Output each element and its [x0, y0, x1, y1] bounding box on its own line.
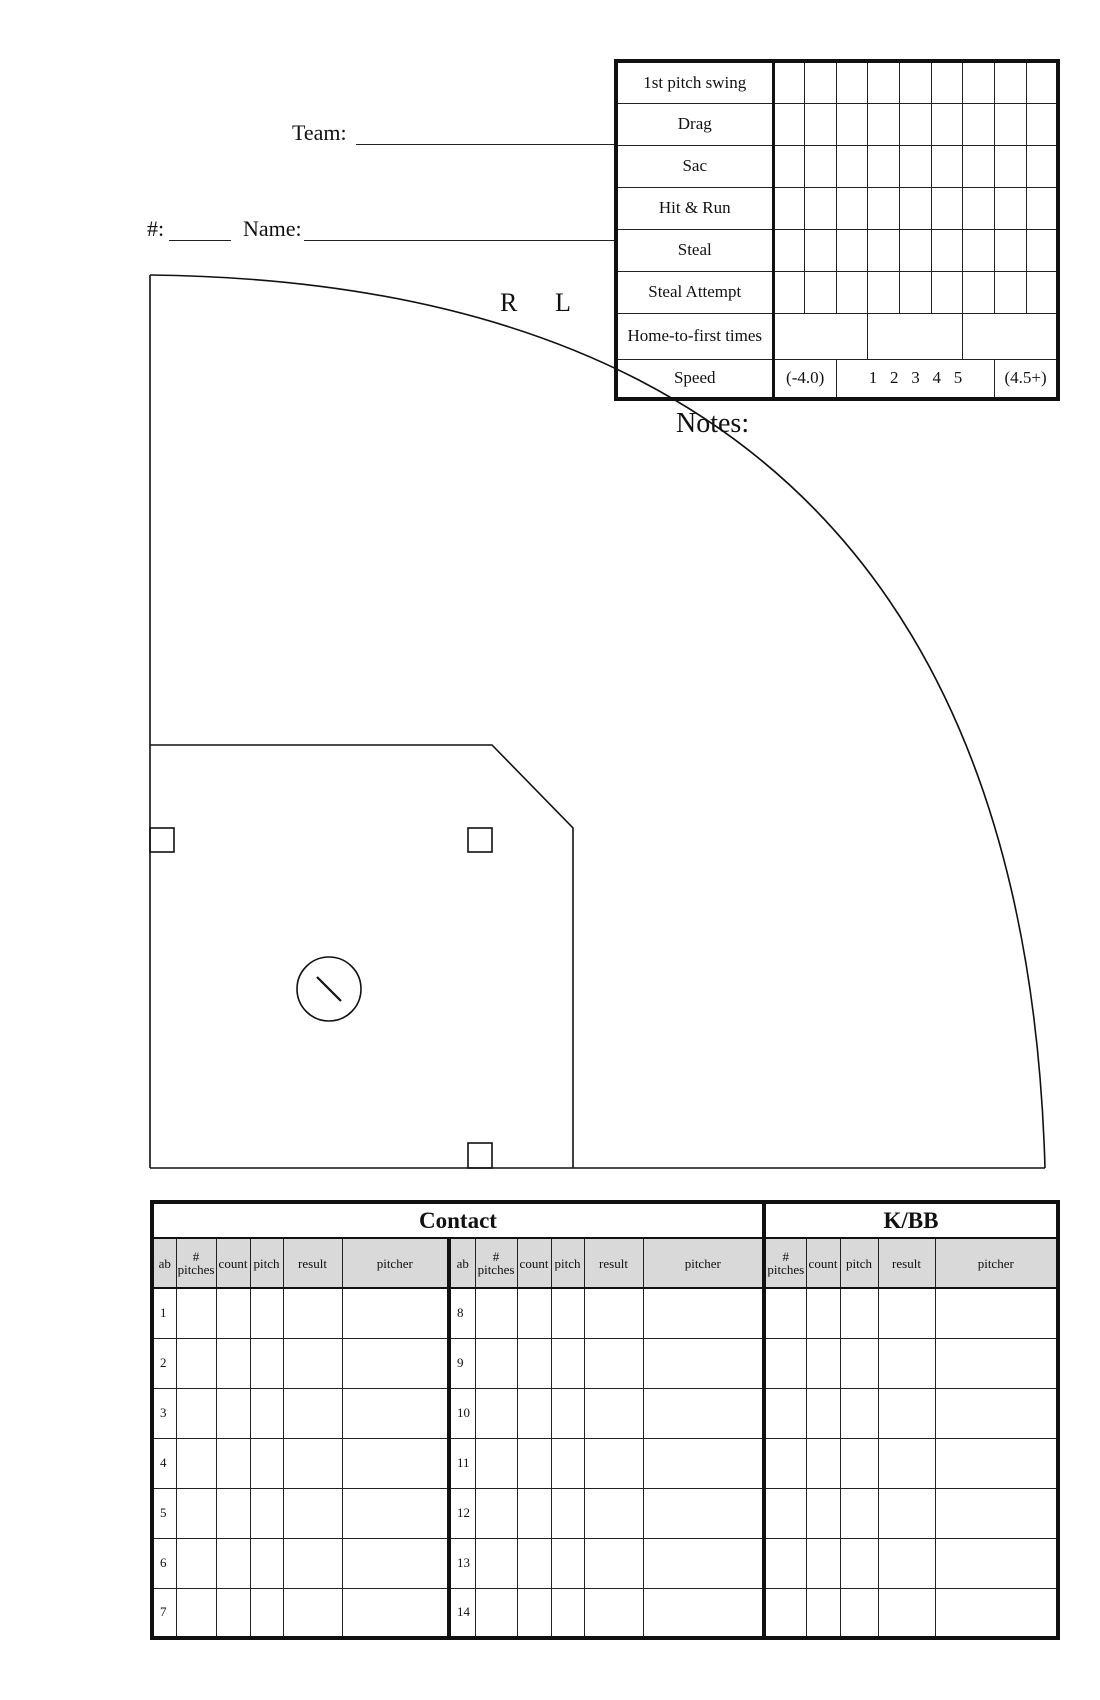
- pitches-cell[interactable]: [764, 1438, 806, 1488]
- count-cell[interactable]: [806, 1488, 840, 1538]
- infield-outline: [150, 745, 573, 1168]
- tally-cell[interactable]: [805, 187, 837, 229]
- tally-cell[interactable]: [773, 229, 805, 271]
- pitcher-cell[interactable]: [643, 1538, 764, 1588]
- result-cell[interactable]: [584, 1538, 643, 1588]
- tally-cell[interactable]: [773, 187, 805, 229]
- pitcher-cell[interactable]: [342, 1488, 449, 1538]
- col-pitches: # pitches: [764, 1238, 806, 1288]
- tally-cell[interactable]: [1026, 103, 1058, 145]
- at-bat-number: 9: [449, 1338, 475, 1388]
- count-cell[interactable]: [216, 1388, 250, 1438]
- speed-scale-cell[interactable]: 1 2 3 4 5: [836, 359, 994, 399]
- table-row: [152, 1338, 1058, 1388]
- pitches-cell[interactable]: [176, 1338, 216, 1388]
- stats-label: Speed: [616, 359, 773, 399]
- col-result: result: [878, 1238, 935, 1288]
- pitch-cell[interactable]: [250, 1588, 283, 1638]
- at-bat-number: 5: [152, 1488, 176, 1538]
- count-cell[interactable]: [806, 1388, 840, 1438]
- tally-cell[interactable]: [773, 145, 805, 187]
- pitches-cell[interactable]: [176, 1288, 216, 1338]
- tally-cell[interactable]: [1026, 187, 1058, 229]
- pitch-cell[interactable]: [250, 1388, 283, 1438]
- pitches-cell[interactable]: [475, 1438, 517, 1488]
- time-cell[interactable]: [773, 313, 868, 359]
- pitches-cell[interactable]: [475, 1538, 517, 1588]
- col-pitcher: pitcher: [643, 1238, 764, 1288]
- result-cell[interactable]: [584, 1488, 643, 1538]
- stats-row-first-pitch-swing: [616, 61, 1058, 103]
- tally-cell[interactable]: [995, 61, 1027, 103]
- result-cell[interactable]: [878, 1388, 935, 1438]
- pitches-cell[interactable]: [176, 1538, 216, 1588]
- pitches-cell[interactable]: [176, 1588, 216, 1638]
- col-count: count: [517, 1238, 551, 1288]
- stats-label: Drag: [616, 103, 773, 145]
- count-cell[interactable]: [216, 1438, 250, 1488]
- tally-cell[interactable]: [868, 271, 900, 313]
- at-bat-number: 11: [449, 1438, 475, 1488]
- tally-cell[interactable]: [900, 271, 932, 313]
- count-cell[interactable]: [517, 1438, 551, 1488]
- result-cell[interactable]: [878, 1338, 935, 1388]
- at-bat-number: 13: [449, 1538, 475, 1588]
- result-cell[interactable]: [584, 1438, 643, 1488]
- pitcher-cell[interactable]: [935, 1488, 1058, 1538]
- pitches-cell[interactable]: [176, 1388, 216, 1438]
- tally-cell[interactable]: [805, 145, 837, 187]
- tally-cell[interactable]: [931, 229, 963, 271]
- result-cell[interactable]: [283, 1588, 342, 1638]
- pitches-cell[interactable]: [475, 1388, 517, 1438]
- tally-cell[interactable]: [805, 229, 837, 271]
- tally-cell[interactable]: [900, 145, 932, 187]
- pitcher-cell[interactable]: [643, 1338, 764, 1388]
- l-label: L: [555, 288, 571, 317]
- count-cell[interactable]: [216, 1338, 250, 1388]
- pitch-cell[interactable]: [250, 1288, 283, 1338]
- result-cell[interactable]: [283, 1488, 342, 1538]
- stats-row-hit-and-run: [616, 187, 1058, 229]
- pitcher-cell[interactable]: [643, 1288, 764, 1338]
- pitch-cell[interactable]: [250, 1488, 283, 1538]
- pitch-cell[interactable]: [551, 1438, 584, 1488]
- tally-cell[interactable]: [836, 103, 868, 145]
- pitcher-cell[interactable]: [935, 1538, 1058, 1588]
- pitcher-cell[interactable]: [643, 1388, 764, 1438]
- pitch-cell[interactable]: [840, 1388, 878, 1438]
- at-bat-number: 3: [152, 1388, 176, 1438]
- tally-cell[interactable]: [963, 103, 995, 145]
- at-bat-number: 4: [152, 1438, 176, 1488]
- name-label: Name:: [243, 216, 302, 241]
- stats-row-home-to-first: [616, 313, 1058, 359]
- r-label: R: [500, 288, 518, 317]
- tally-cell[interactable]: [963, 145, 995, 187]
- table-row: [152, 1388, 1058, 1438]
- pitcher-cell[interactable]: [935, 1338, 1058, 1388]
- result-cell[interactable]: [878, 1488, 935, 1538]
- tally-cell[interactable]: [995, 103, 1027, 145]
- pitch-cell[interactable]: [840, 1588, 878, 1638]
- home-plate: [468, 1143, 492, 1168]
- tally-cell[interactable]: [868, 103, 900, 145]
- tally-cell[interactable]: [900, 229, 932, 271]
- pitch-cell[interactable]: [250, 1438, 283, 1488]
- col-pitcher: pitcher: [935, 1238, 1058, 1288]
- time-cell[interactable]: [963, 313, 1058, 359]
- col-count: count: [806, 1238, 840, 1288]
- count-cell[interactable]: [517, 1338, 551, 1388]
- count-cell[interactable]: [517, 1588, 551, 1638]
- tally-cell[interactable]: [836, 187, 868, 229]
- result-cell[interactable]: [878, 1438, 935, 1488]
- tally-cell[interactable]: [963, 271, 995, 313]
- tally-cell[interactable]: [963, 187, 995, 229]
- tally-cell[interactable]: [1026, 61, 1058, 103]
- at-bat-number: 6: [152, 1538, 176, 1588]
- tally-cell[interactable]: [931, 187, 963, 229]
- result-cell[interactable]: [584, 1288, 643, 1338]
- tally-cell[interactable]: [931, 145, 963, 187]
- tally-cell[interactable]: [931, 271, 963, 313]
- result-cell[interactable]: [878, 1588, 935, 1638]
- stats-label: Steal: [616, 229, 773, 271]
- pitches-cell[interactable]: [176, 1488, 216, 1538]
- pitcher-cell[interactable]: [342, 1338, 449, 1388]
- tally-cell[interactable]: [963, 61, 995, 103]
- table-row: [152, 1488, 1058, 1538]
- count-cell[interactable]: [517, 1388, 551, 1438]
- table-row: [152, 1538, 1058, 1588]
- pitchers-rubber: [317, 977, 341, 1001]
- pitch-cell[interactable]: [551, 1538, 584, 1588]
- stats-label: 1st pitch swing: [616, 61, 773, 103]
- pitch-cell[interactable]: [840, 1338, 878, 1388]
- notes-label: Notes:: [676, 408, 750, 439]
- tally-cell[interactable]: [836, 61, 868, 103]
- result-cell[interactable]: [584, 1588, 643, 1638]
- col-pitches: # pitches: [475, 1238, 517, 1288]
- second-base: [468, 828, 492, 852]
- pitcher-cell[interactable]: [643, 1488, 764, 1538]
- result-cell[interactable]: [584, 1388, 643, 1438]
- count-cell[interactable]: [216, 1288, 250, 1338]
- result-cell[interactable]: [283, 1438, 342, 1488]
- tally-cell[interactable]: [773, 61, 805, 103]
- col-pitcher: pitcher: [342, 1238, 449, 1288]
- table-row: [152, 1288, 1058, 1338]
- col-count: count: [216, 1238, 250, 1288]
- pitches-cell[interactable]: [764, 1338, 806, 1388]
- count-cell[interactable]: [806, 1438, 840, 1488]
- tally-cell[interactable]: [773, 103, 805, 145]
- tally-cell[interactable]: [805, 271, 837, 313]
- pitch-cell[interactable]: [551, 1288, 584, 1338]
- stats-row-steal-attempt: [616, 271, 1058, 313]
- tally-cell[interactable]: [931, 103, 963, 145]
- pitches-cell[interactable]: [176, 1438, 216, 1488]
- count-cell[interactable]: [216, 1538, 250, 1588]
- pitcher-cell[interactable]: [643, 1438, 764, 1488]
- pitch-cell[interactable]: [551, 1588, 584, 1638]
- tally-cell[interactable]: [1026, 145, 1058, 187]
- result-cell[interactable]: [878, 1538, 935, 1588]
- stats-table: [614, 59, 1060, 401]
- col-pitch: pitch: [250, 1238, 283, 1288]
- pitches-cell[interactable]: [475, 1488, 517, 1538]
- pitches-cell[interactable]: [764, 1288, 806, 1338]
- at-bat-number: 10: [449, 1388, 475, 1438]
- at-bat-number: 7: [152, 1588, 176, 1638]
- result-cell[interactable]: [283, 1388, 342, 1438]
- result-cell[interactable]: [283, 1288, 342, 1338]
- pitches-cell[interactable]: [764, 1488, 806, 1538]
- result-cell[interactable]: [283, 1338, 342, 1388]
- count-cell[interactable]: [517, 1488, 551, 1538]
- col-pitch: pitch: [840, 1238, 878, 1288]
- pitcher-cell[interactable]: [935, 1288, 1058, 1338]
- stats-row-steal: [616, 229, 1058, 271]
- tally-cell[interactable]: [995, 229, 1027, 271]
- contact-title: Contact: [152, 1202, 764, 1238]
- pitcher-cell[interactable]: [342, 1588, 449, 1638]
- count-cell[interactable]: [517, 1288, 551, 1338]
- pitcher-cell[interactable]: [935, 1388, 1058, 1438]
- outfield-arc: [150, 275, 1045, 1168]
- stats-row-speed: [616, 359, 1058, 399]
- pitches-cell[interactable]: [764, 1388, 806, 1438]
- pitch-cell[interactable]: [250, 1338, 283, 1388]
- tally-cell[interactable]: [868, 187, 900, 229]
- tally-cell[interactable]: [773, 271, 805, 313]
- tally-cell[interactable]: [1026, 271, 1058, 313]
- pitcher-cell[interactable]: [935, 1588, 1058, 1638]
- pitches-cell[interactable]: [475, 1288, 517, 1338]
- tally-cell[interactable]: [868, 61, 900, 103]
- col-ab: ab: [152, 1238, 176, 1288]
- tally-cell[interactable]: [836, 229, 868, 271]
- at-bat-number: 8: [449, 1288, 475, 1338]
- stats-row-sac: [616, 145, 1058, 187]
- stats-label: Hit & Run: [616, 187, 773, 229]
- at-bat-number: 1: [152, 1288, 176, 1338]
- count-cell[interactable]: [517, 1538, 551, 1588]
- count-cell[interactable]: [806, 1538, 840, 1588]
- result-cell[interactable]: [584, 1338, 643, 1388]
- pitch-cell[interactable]: [840, 1288, 878, 1338]
- tally-cell[interactable]: [868, 145, 900, 187]
- col-result: result: [283, 1238, 342, 1288]
- pitch-cell[interactable]: [840, 1488, 878, 1538]
- pitcher-cell[interactable]: [935, 1438, 1058, 1488]
- tally-cell[interactable]: [836, 145, 868, 187]
- table-row: [152, 1588, 1058, 1638]
- pitcher-cell[interactable]: [342, 1438, 449, 1488]
- col-pitch: pitch: [551, 1238, 584, 1288]
- tally-cell[interactable]: [868, 229, 900, 271]
- table-row: [152, 1438, 1058, 1488]
- tally-cell[interactable]: [963, 229, 995, 271]
- stats-label: Steal Attempt: [616, 271, 773, 313]
- tally-cell[interactable]: [805, 61, 837, 103]
- count-cell[interactable]: [806, 1588, 840, 1638]
- tally-cell[interactable]: [931, 61, 963, 103]
- tally-cell[interactable]: [995, 145, 1027, 187]
- pitcher-cell[interactable]: [342, 1288, 449, 1338]
- speed-high-cell[interactable]: (4.5+): [995, 359, 1058, 399]
- pitcher-cell[interactable]: [342, 1538, 449, 1588]
- log-body: [152, 1288, 1058, 1638]
- tally-cell[interactable]: [1026, 229, 1058, 271]
- third-base: [150, 828, 174, 852]
- pitch-cell[interactable]: [840, 1438, 878, 1488]
- number-label: #:: [147, 216, 165, 241]
- tally-cell[interactable]: [900, 187, 932, 229]
- pitch-cell[interactable]: [551, 1338, 584, 1388]
- pitch-cell[interactable]: [551, 1388, 584, 1438]
- tally-cell[interactable]: [900, 103, 932, 145]
- at-bat-number: 12: [449, 1488, 475, 1538]
- count-cell[interactable]: [806, 1288, 840, 1338]
- time-cell[interactable]: [868, 313, 963, 359]
- tally-cell[interactable]: [995, 271, 1027, 313]
- pitches-cell[interactable]: [764, 1538, 806, 1588]
- col-ab: ab: [449, 1238, 475, 1288]
- tally-cell[interactable]: [805, 103, 837, 145]
- tally-cell[interactable]: [900, 61, 932, 103]
- stats-label: Sac: [616, 145, 773, 187]
- pitches-cell[interactable]: [764, 1588, 806, 1638]
- pitcher-cell[interactable]: [643, 1588, 764, 1638]
- tally-cell[interactable]: [995, 187, 1027, 229]
- pitches-cell[interactable]: [475, 1588, 517, 1638]
- count-cell[interactable]: [216, 1588, 250, 1638]
- pitches-cell[interactable]: [475, 1338, 517, 1388]
- tally-cell[interactable]: [836, 271, 868, 313]
- pitch-cell[interactable]: [250, 1538, 283, 1588]
- at-bat-log-table: [150, 1200, 1060, 1640]
- at-bat-number: 14: [449, 1588, 475, 1638]
- col-result: result: [584, 1238, 643, 1288]
- pitcher-cell[interactable]: [342, 1388, 449, 1438]
- team-label: Team:: [292, 120, 347, 145]
- result-cell[interactable]: [283, 1538, 342, 1588]
- count-cell[interactable]: [806, 1338, 840, 1388]
- col-pitches: # pitches: [176, 1238, 216, 1288]
- stats-label: Home-to-first times: [616, 313, 773, 359]
- count-cell[interactable]: [216, 1488, 250, 1538]
- pitch-cell[interactable]: [551, 1488, 584, 1538]
- result-cell[interactable]: [878, 1288, 935, 1338]
- speed-low-cell[interactable]: (-4.0): [773, 359, 836, 399]
- at-bat-number: 2: [152, 1338, 176, 1388]
- stats-row-drag: [616, 103, 1058, 145]
- kbb-title: K/BB: [764, 1202, 1058, 1238]
- pitch-cell[interactable]: [840, 1538, 878, 1588]
